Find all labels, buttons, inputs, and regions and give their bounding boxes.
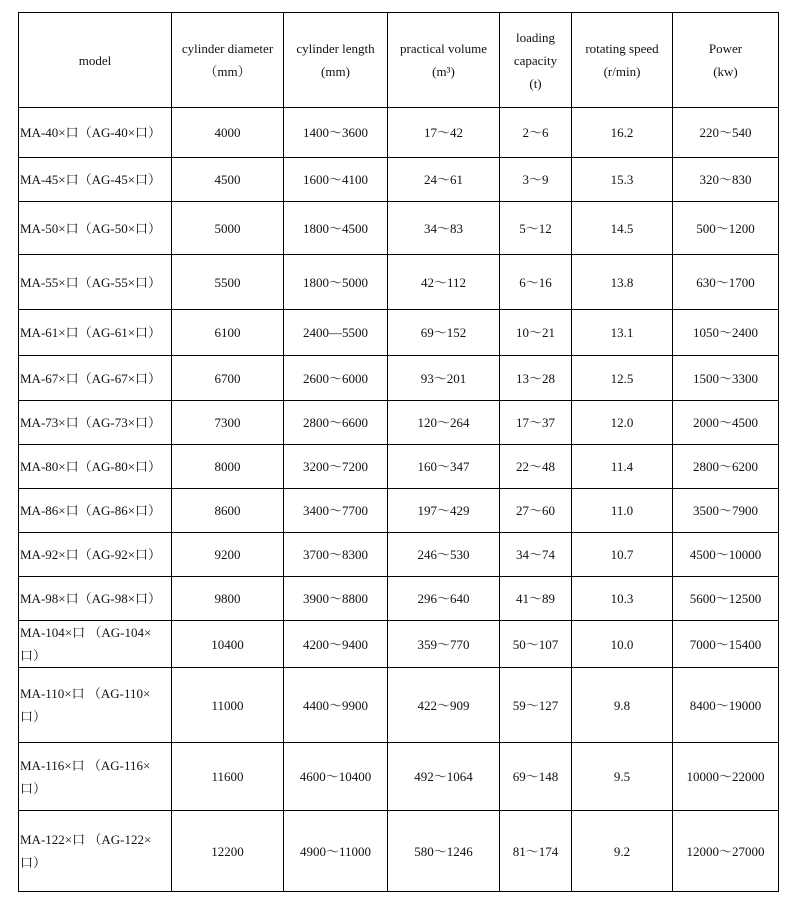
table-row bbox=[19, 158, 779, 202]
table-row bbox=[19, 533, 779, 577]
cell-capacity: 6～16 bbox=[500, 255, 572, 310]
cell-power: 8400～19000 bbox=[673, 668, 779, 743]
cell-length: 1800～4500 bbox=[284, 202, 388, 255]
cell-diameter: 11000 bbox=[172, 668, 284, 743]
cell-speed: 11.4 bbox=[572, 445, 673, 489]
cell-capacity: 10～21 bbox=[500, 310, 572, 356]
cell-length: 3200～7200 bbox=[284, 445, 388, 489]
mill-spec-table bbox=[18, 12, 779, 892]
table-row bbox=[19, 668, 779, 743]
cell-length: 2600～6000 bbox=[284, 356, 388, 401]
cell-capacity: 27～60 bbox=[500, 489, 572, 533]
cell-power: 5600～12500 bbox=[673, 577, 779, 621]
cell-diameter: 8600 bbox=[172, 489, 284, 533]
cell-speed: 13.8 bbox=[572, 255, 673, 310]
cell-length: 3700～8300 bbox=[284, 533, 388, 577]
table-row bbox=[19, 401, 779, 445]
cell-capacity: 22～48 bbox=[500, 445, 572, 489]
cell-diameter: 7300 bbox=[172, 401, 284, 445]
cell-speed: 13.1 bbox=[572, 310, 673, 356]
table-row bbox=[19, 811, 779, 892]
cell-model: MA-50×口（AG-50×口） bbox=[19, 202, 172, 255]
cell-model: MA-122×口 （AG-122×口） bbox=[19, 811, 172, 892]
cell-power: 220～540 bbox=[673, 108, 779, 158]
cell-length: 1800～5000 bbox=[284, 255, 388, 310]
cell-capacity: 69～148 bbox=[500, 743, 572, 811]
cell-volume: 34～83 bbox=[388, 202, 500, 255]
cell-power: 1050～2400 bbox=[673, 310, 779, 356]
cell-model: MA-104×口 （AG-104×口） bbox=[19, 621, 172, 668]
cell-model: MA-55×口（AG-55×口） bbox=[19, 255, 172, 310]
cell-volume: 93～201 bbox=[388, 356, 500, 401]
cell-power: 3500～7900 bbox=[673, 489, 779, 533]
cell-power: 1500～3300 bbox=[673, 356, 779, 401]
table-row bbox=[19, 108, 779, 158]
cell-length: 4200～9400 bbox=[284, 621, 388, 668]
cell-speed: 9.5 bbox=[572, 743, 673, 811]
cell-volume: 296～640 bbox=[388, 577, 500, 621]
table-row bbox=[19, 743, 779, 811]
cell-diameter: 6700 bbox=[172, 356, 284, 401]
table-row bbox=[19, 356, 779, 401]
cell-model: MA-73×口（AG-73×口） bbox=[19, 401, 172, 445]
header-model: model bbox=[19, 13, 172, 108]
table-row bbox=[19, 577, 779, 621]
header-cylinder-diameter: cylinder diameter （mm） bbox=[172, 13, 284, 108]
cell-length: 1600～4100 bbox=[284, 158, 388, 202]
cell-capacity: 41～89 bbox=[500, 577, 572, 621]
cell-model: MA-116×口 （AG-116×口） bbox=[19, 743, 172, 811]
table-row bbox=[19, 445, 779, 489]
cell-diameter: 5000 bbox=[172, 202, 284, 255]
cell-volume: 359～770 bbox=[388, 621, 500, 668]
table-row bbox=[19, 255, 779, 310]
cell-model: MA-80×口（AG-80×口） bbox=[19, 445, 172, 489]
header-rotating-speed: rotating speed (r/min) bbox=[572, 13, 673, 108]
cell-model: MA-86×口（AG-86×口） bbox=[19, 489, 172, 533]
cell-speed: 9.8 bbox=[572, 668, 673, 743]
header-row bbox=[19, 13, 779, 108]
cell-capacity: 3～9 bbox=[500, 158, 572, 202]
cell-power: 320～830 bbox=[673, 158, 779, 202]
cell-volume: 120～264 bbox=[388, 401, 500, 445]
cell-diameter: 12200 bbox=[172, 811, 284, 892]
cell-diameter: 10400 bbox=[172, 621, 284, 668]
cell-speed: 11.0 bbox=[572, 489, 673, 533]
cell-length: 4400～9900 bbox=[284, 668, 388, 743]
cell-power: 2800～6200 bbox=[673, 445, 779, 489]
cell-length: 1400～3600 bbox=[284, 108, 388, 158]
cell-capacity: 2～6 bbox=[500, 108, 572, 158]
cell-volume: 197～429 bbox=[388, 489, 500, 533]
cell-diameter: 4000 bbox=[172, 108, 284, 158]
table-row bbox=[19, 489, 779, 533]
cell-diameter: 9800 bbox=[172, 577, 284, 621]
cell-volume: 24～61 bbox=[388, 158, 500, 202]
cell-model: MA-92×口（AG-92×口） bbox=[19, 533, 172, 577]
header-loading-capacity: loading capacity (t) bbox=[500, 13, 572, 108]
cell-volume: 42～112 bbox=[388, 255, 500, 310]
cell-diameter: 11600 bbox=[172, 743, 284, 811]
cell-speed: 14.5 bbox=[572, 202, 673, 255]
cell-power: 12000～27000 bbox=[673, 811, 779, 892]
cell-length: 3400～7700 bbox=[284, 489, 388, 533]
cell-model: MA-67×口（AG-67×口） bbox=[19, 356, 172, 401]
cell-power: 7000～15400 bbox=[673, 621, 779, 668]
cell-speed: 10.7 bbox=[572, 533, 673, 577]
cell-capacity: 34～74 bbox=[500, 533, 572, 577]
cell-power: 500～1200 bbox=[673, 202, 779, 255]
cell-power: 10000～22000 bbox=[673, 743, 779, 811]
cell-diameter: 8000 bbox=[172, 445, 284, 489]
cell-speed: 16.2 bbox=[572, 108, 673, 158]
cell-speed: 10.0 bbox=[572, 621, 673, 668]
cell-speed: 12.5 bbox=[572, 356, 673, 401]
cell-speed: 9.2 bbox=[572, 811, 673, 892]
cell-length: 4600～10400 bbox=[284, 743, 388, 811]
cell-volume: 422～909 bbox=[388, 668, 500, 743]
cell-length: 4900～11000 bbox=[284, 811, 388, 892]
cell-length: 2400—5500 bbox=[284, 310, 388, 356]
cell-capacity: 50～107 bbox=[500, 621, 572, 668]
header-power: Power (kw) bbox=[673, 13, 779, 108]
cell-volume: 160～347 bbox=[388, 445, 500, 489]
table-row bbox=[19, 621, 779, 668]
table-row bbox=[19, 310, 779, 356]
cell-power: 630～1700 bbox=[673, 255, 779, 310]
cell-diameter: 6100 bbox=[172, 310, 284, 356]
cell-power: 2000～4500 bbox=[673, 401, 779, 445]
cell-speed: 15.3 bbox=[572, 158, 673, 202]
header-cylinder-length: cylinder length (mm) bbox=[284, 13, 388, 108]
cell-power: 4500～10000 bbox=[673, 533, 779, 577]
cell-length: 2800～6600 bbox=[284, 401, 388, 445]
cell-speed: 12.0 bbox=[572, 401, 673, 445]
table-row bbox=[19, 202, 779, 255]
cell-model: MA-45×口（AG-45×口） bbox=[19, 158, 172, 202]
cell-volume: 69～152 bbox=[388, 310, 500, 356]
cell-capacity: 17～37 bbox=[500, 401, 572, 445]
cell-capacity: 81～174 bbox=[500, 811, 572, 892]
cell-model: MA-61×口（AG-61×口） bbox=[19, 310, 172, 356]
cell-model: MA-40×口（AG-40×口） bbox=[19, 108, 172, 158]
cell-model: MA-110×口 （AG-110×口） bbox=[19, 668, 172, 743]
cell-diameter: 9200 bbox=[172, 533, 284, 577]
cell-volume: 492～1064 bbox=[388, 743, 500, 811]
header-practical-volume: practical volume (m³) bbox=[388, 13, 500, 108]
cell-length: 3900～8800 bbox=[284, 577, 388, 621]
cell-volume: 580～1246 bbox=[388, 811, 500, 892]
cell-volume: 246～530 bbox=[388, 533, 500, 577]
cell-volume: 17～42 bbox=[388, 108, 500, 158]
cell-capacity: 5～12 bbox=[500, 202, 572, 255]
cell-diameter: 5500 bbox=[172, 255, 284, 310]
cell-capacity: 13～28 bbox=[500, 356, 572, 401]
cell-speed: 10.3 bbox=[572, 577, 673, 621]
cell-diameter: 4500 bbox=[172, 158, 284, 202]
cell-model: MA-98×口（AG-98×口） bbox=[19, 577, 172, 621]
cell-capacity: 59～127 bbox=[500, 668, 572, 743]
